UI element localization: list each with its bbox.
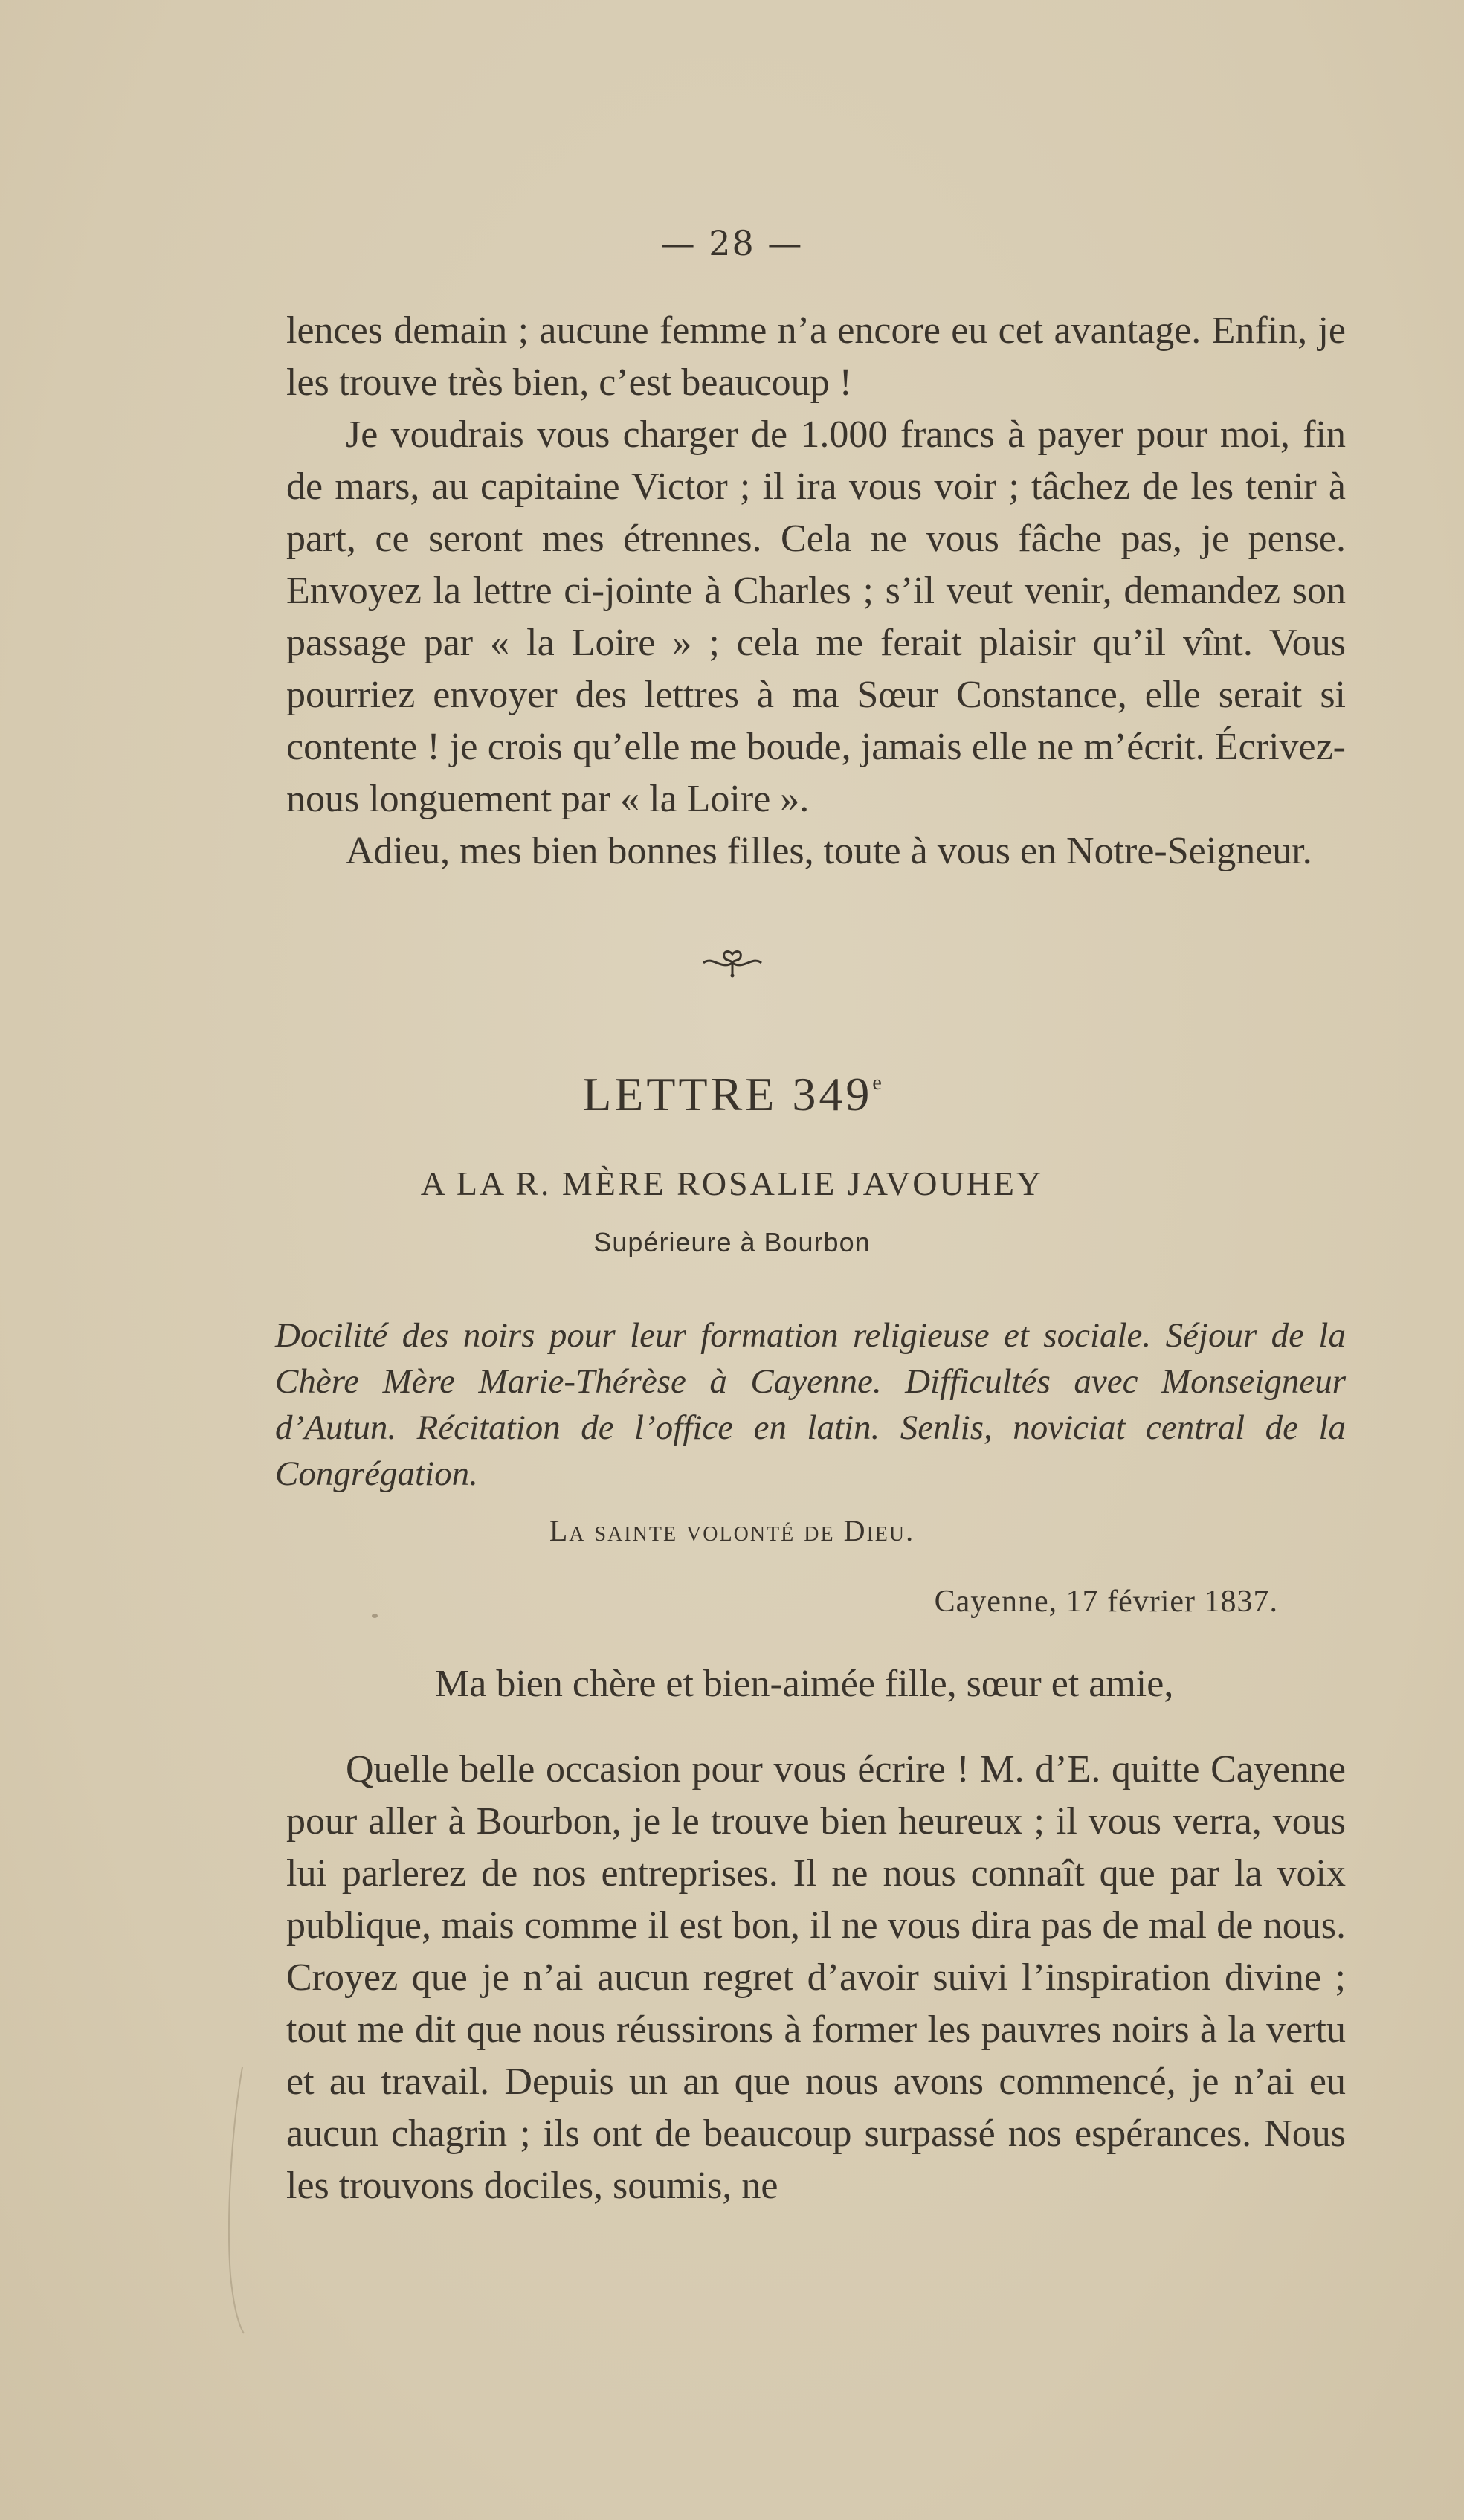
paragraph: lences demain ; aucune femme n’a encore eu cet avantage. Enfin, je les trouve très bien, c’est beaucoup ! (286, 309, 1346, 404)
paragraph: Je voudrais vous charger de 1.000 francs à payer pour moi, fin de mars, au capitaine Victor ; il ira vous voir ; tâchez de les tenir à part, ce seront mes étrennes. Cela ne vous fâche pas, je pense. Envoyez la lettre ci-jointe à Charles ; s’il veut venir, demandez son passage par « la Loire » ; cela me ferait plaisir qu’il vînt. Vous pourriez envoyer des lettres à ma Sœur Constance, elle serait si contente ! je crois qu’elle me boude, jamais elle ne m’écrit. Écrivez-nous longuement par « la Loire ». (286, 413, 1346, 820)
paragraph: Adieu, mes bien bonnes filles, toute à vous en Notre-Seigneur. (346, 830, 1312, 872)
ornament-fleuron-icon (0, 948, 1464, 981)
letter-continuation (286, 305, 1346, 877)
paragraph: Quelle belle occasion pour vous écrire ! M. d’E. quitte Cayenne pour aller à Bourbon, je le trouve bien heureux ; il vous verra, vous lui parlerez de nos entreprises. Il ne nous connaît que par la voix publique, mais comme il est bon, il ne vous dira pas de mal de nous. Croyez que je n’ai aucun regret d’avoir suivi l’inspiration divine ; tout me dit que nous réussirons à former les pauvres noirs à la vertu et au travail. Depuis un an que nous avons commencé, je n’ai eu aucun chagrin ; ils ont de beaucoup surpassé nos espérances. Nous les trouvons dociles, soumis, ne (286, 1748, 1346, 2207)
motto: La sainte volonté de Dieu. (549, 1514, 915, 1547)
letter-body (286, 1744, 1346, 2212)
page-number: — 28 — (660, 223, 804, 263)
letter-recipient: A LA R. MÈRE ROSALIE JAVOUHEY (420, 1164, 1044, 1202)
paper-crease (223, 2067, 245, 2335)
letter-title: LETTRE 349e (582, 1068, 882, 1121)
salutation: Ma bien chère et bien-aimée fille, sœur et amie, (435, 1663, 1174, 1705)
letter-summary: Docilité des noirs pour leur formation religieuse et sociale. Séjour de la Chère Mère Marie-Thérèse à Cayenne. Difficultés avec Monseigneur d’Autun. Récitation de l’office en latin. Senlis, noviciat central de la Congrégation. (275, 1316, 1346, 1493)
dateline: Cayenne, 17 février 1837. (934, 1585, 1278, 1619)
recipient-role: Supérieure à Bourbon (593, 1227, 871, 1257)
ink-speck (372, 1614, 378, 1618)
